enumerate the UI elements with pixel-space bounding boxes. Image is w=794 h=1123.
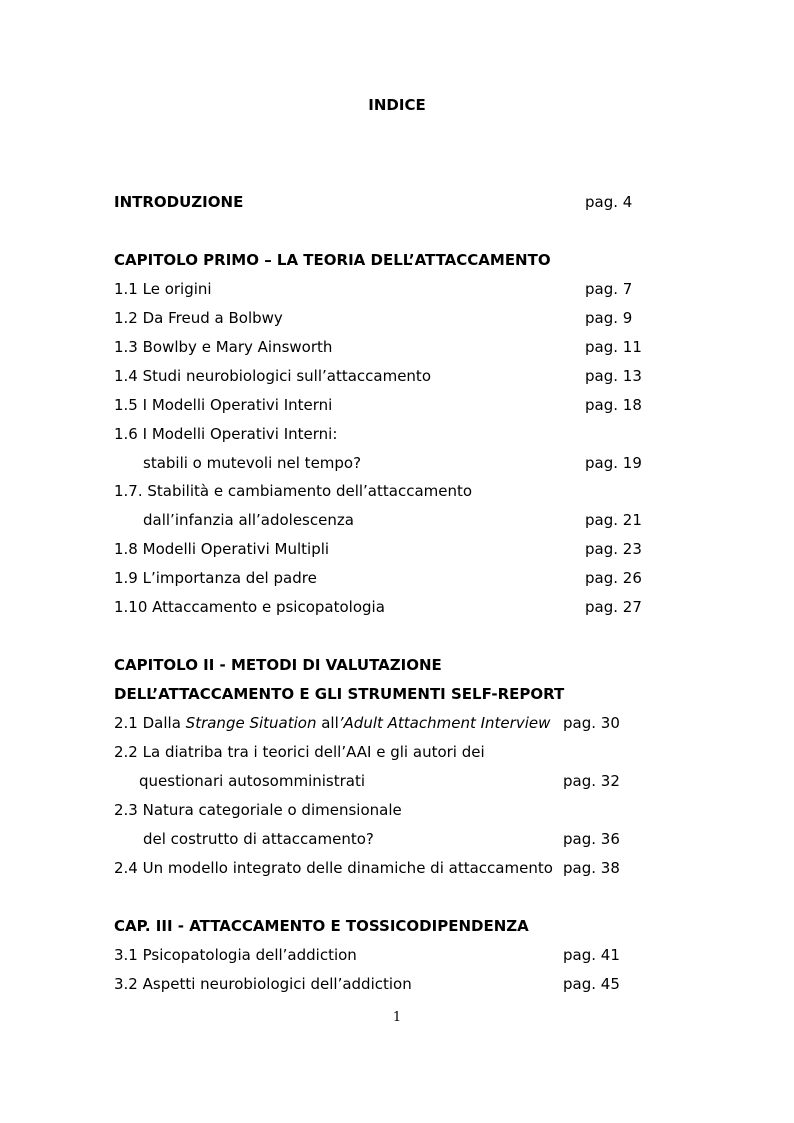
toc-chapter-2-heading-line2: DELL’ATTACCAMENTO E GLI STRUMENTI SELF-REPORT bbox=[114, 685, 565, 703]
toc-entry-introduzione: INTRODUZIONE bbox=[114, 193, 244, 211]
toc-entry-1-10: 1.10 Attaccamento e psicopatologia bbox=[114, 598, 385, 616]
toc-entry-1-6-line1: 1.6 I Modelli Operativi Interni: bbox=[114, 425, 338, 443]
toc-entry-2-3-line2: del costrutto di attaccamento? bbox=[143, 830, 374, 848]
toc-page-1-3: pag. 11 bbox=[585, 338, 642, 356]
toc-entry-1-8: 1.8 Modelli Operativi Multipli bbox=[114, 540, 330, 558]
toc-page-1-5: pag. 18 bbox=[585, 396, 642, 414]
toc-entry-2-1 bbox=[114, 713, 550, 733]
toc-entry-3-2: 3.2 Aspetti neurobiologici dell’addiction bbox=[114, 975, 412, 993]
toc-page-1-2: pag. 9 bbox=[585, 309, 633, 327]
toc-entry-1-7-line1: 1.7. Stabilità e cambiamento dell’attaccamento bbox=[114, 482, 473, 500]
toc-chapter-2-heading-line1: CAPITOLO II - METODI DI VALUTAZIONE bbox=[114, 656, 442, 674]
toc-entry-1-1: 1.1 Le origini bbox=[114, 280, 212, 298]
toc-entry-2-3-line1: 2.3 Natura categoriale o dimensionale bbox=[114, 801, 402, 819]
toc-page-1-10: pag. 27 bbox=[585, 598, 642, 616]
toc-chapter-3-heading: CAP. III - ATTACCAMENTO E TOSSICODIPENDENZA bbox=[114, 917, 529, 935]
toc-page-2-1: pag. 30 bbox=[563, 714, 620, 732]
toc-entry-3-1: 3.1 Psicopatologia dell’addiction bbox=[114, 946, 357, 964]
toc-page-3-1: pag. 41 bbox=[563, 946, 620, 964]
index-title: INDICE bbox=[368, 96, 426, 114]
toc-page-1-9: pag. 26 bbox=[585, 569, 642, 587]
toc-entry-1-7-line2: dall’infanzia all’adolescenza bbox=[143, 511, 354, 529]
toc-entry-2-1-italic-strange-situation: Strange Situation bbox=[185, 714, 317, 732]
toc-entry-1-6-line2: stabili o mutevoli nel tempo? bbox=[143, 454, 362, 472]
toc-entry-1-4: 1.4 Studi neurobiologici sull’attaccamento bbox=[114, 367, 431, 385]
toc-page-2-4: pag. 38 bbox=[563, 859, 620, 877]
toc-entry-1-9: 1.9 L’importanza del padre bbox=[114, 569, 317, 587]
toc-page-1-6: pag. 19 bbox=[585, 454, 642, 472]
toc-entry-2-1-mid: all bbox=[316, 714, 339, 732]
toc-page-introduzione: pag. 4 bbox=[585, 193, 633, 211]
toc-page-1-8: pag. 23 bbox=[585, 540, 642, 558]
toc-page-2-3: pag. 36 bbox=[563, 830, 620, 848]
toc-entry-2-1-prefix: 2.1 Dalla bbox=[114, 714, 186, 732]
toc-page-1-1: pag. 7 bbox=[585, 280, 633, 298]
toc-page-3-2: pag. 45 bbox=[563, 975, 620, 993]
page-number: 1 bbox=[392, 1010, 402, 1025]
toc-page-1-4: pag. 13 bbox=[585, 367, 642, 385]
toc-entry-1-2: 1.2 Da Freud a Bolbwy bbox=[114, 309, 283, 327]
toc-entry-2-2-line1: 2.2 La diatriba tra i teorici dell’AAI e gli autori dei bbox=[114, 743, 485, 761]
toc-entry-2-4: 2.4 Un modello integrato delle dinamiche di attaccamento bbox=[114, 859, 553, 877]
toc-entry-1-5: 1.5 I Modelli Operativi Interni bbox=[114, 396, 333, 414]
toc-entry-2-2-line2: questionari autosomministrati bbox=[139, 772, 366, 790]
toc-entry-2-1-italic-aai: ’Adult Attachment Interview bbox=[338, 714, 551, 732]
toc-entry-1-3: 1.3 Bowlby e Mary Ainsworth bbox=[114, 338, 333, 356]
toc-page-1-7: pag. 21 bbox=[585, 511, 642, 529]
toc-chapter-1-heading: CAPITOLO PRIMO – LA TEORIA DELL’ATTACCAMENTO bbox=[114, 251, 551, 269]
toc-page-2-2: pag. 32 bbox=[563, 772, 620, 790]
